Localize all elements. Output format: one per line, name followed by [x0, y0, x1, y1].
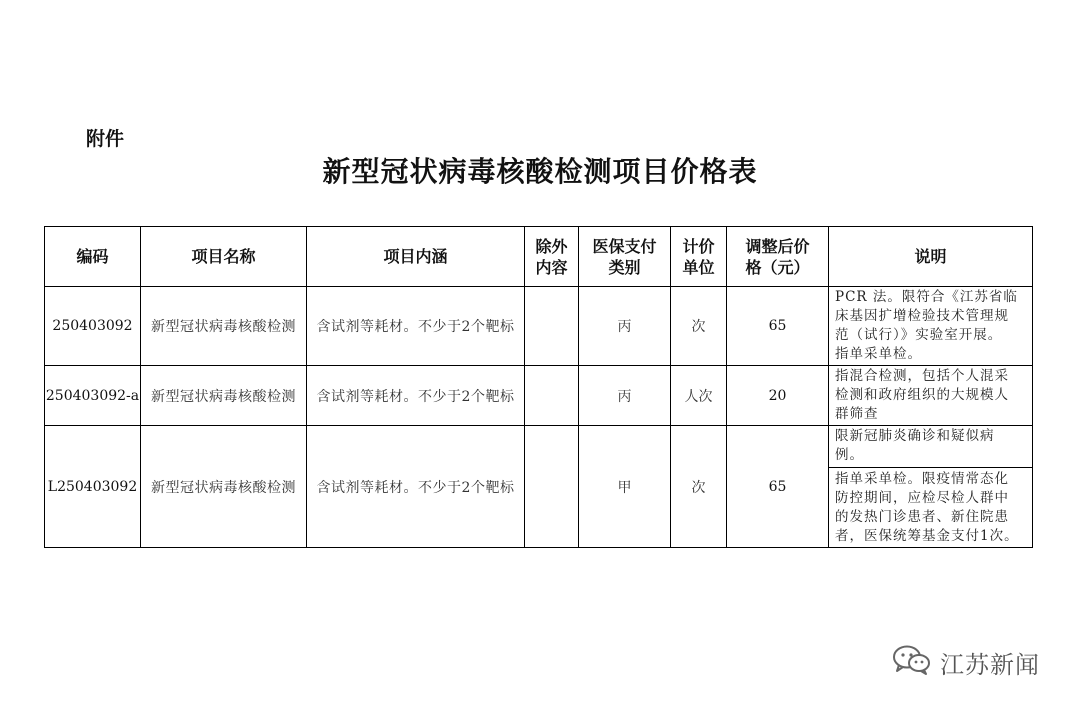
note-section [829, 426, 1032, 468]
cell-insurance: 丙 [579, 287, 671, 366]
cell-note [829, 287, 1033, 366]
table-header-row [45, 227, 1033, 287]
cell-exclusion [525, 426, 579, 548]
cell-note [829, 426, 1033, 548]
cell-content: 含试剂等耗材。不少于2个靶标 [307, 426, 525, 548]
note-line: 指单采单检。限疫情常态化 [835, 471, 1009, 487]
note-line: 指单采单检。 [835, 346, 922, 362]
note-line: 指混合检测，包括个人混采 [835, 368, 1009, 384]
cell-note [829, 366, 1033, 426]
table-row [45, 287, 1033, 366]
cell-exclusion [525, 287, 579, 366]
header-content: 项目内涵 [307, 227, 525, 287]
note-line: PCR 法。限符合《江苏省临 [835, 289, 1018, 305]
note-line: 者，医保统筹基金支付1次。 [835, 528, 1019, 544]
cell-name: 新型冠状病毒核酸检测 [141, 287, 307, 366]
table-row [45, 366, 1033, 426]
cell-price: 65 [727, 426, 829, 548]
cell-unit: 次 [671, 426, 727, 548]
header-insurance: 医保支付 类别 [579, 227, 671, 287]
document-title: 新型冠状病毒核酸检测项目价格表 [322, 155, 758, 188]
cell-exclusion [525, 366, 579, 426]
cell-insurance: 甲 [579, 426, 671, 548]
price-table [44, 226, 1033, 548]
header-exclusion: 除外 内容 [525, 227, 579, 287]
cell-price: 20 [727, 366, 829, 426]
header-note: 说明 [829, 227, 1033, 287]
cell-code: 250403092-a [45, 366, 141, 426]
note-line: 例。 [835, 447, 864, 463]
note-line: 床基因扩增检验技术管理规 [835, 308, 1009, 324]
cell-name: 新型冠状病毒核酸检测 [141, 426, 307, 548]
note-line: 的发热门诊患者、新住院患 [835, 509, 1009, 525]
note-line: 范（试行）》实验室开展。 [835, 327, 1003, 343]
cell-price: 65 [727, 287, 829, 366]
cell-content: 含试剂等耗材。不少于2个靶标 [307, 366, 525, 426]
watermark [892, 644, 1040, 680]
cell-code: 250403092 [45, 287, 141, 366]
cell-unit: 人次 [671, 366, 727, 426]
header-unit: 计价 单位 [671, 227, 727, 287]
note-section [829, 468, 1032, 547]
note-line: 限新冠肺炎确诊和疑似病 [835, 428, 995, 444]
attachment-label: 附件 [86, 128, 125, 150]
cell-unit: 次 [671, 287, 727, 366]
cell-insurance: 丙 [579, 366, 671, 426]
cell-content: 含试剂等耗材。不少于2个靶标 [307, 287, 525, 366]
cell-name: 新型冠状病毒核酸检测 [141, 366, 307, 426]
note-line: 防控期间，应检尽检人群中 [835, 490, 1009, 506]
wechat-icon [892, 644, 932, 680]
table-row [45, 426, 1033, 548]
header-code: 编码 [45, 227, 141, 287]
cell-code: L250403092 [45, 426, 141, 548]
header-name: 项目名称 [141, 227, 307, 287]
note-line: 检测和政府组织的大规模人 [835, 387, 1009, 403]
header-price: 调整后价 格（元） [727, 227, 829, 287]
note-line: 群筛查 [835, 406, 879, 422]
watermark-text: 江苏新闻 [940, 650, 1040, 679]
